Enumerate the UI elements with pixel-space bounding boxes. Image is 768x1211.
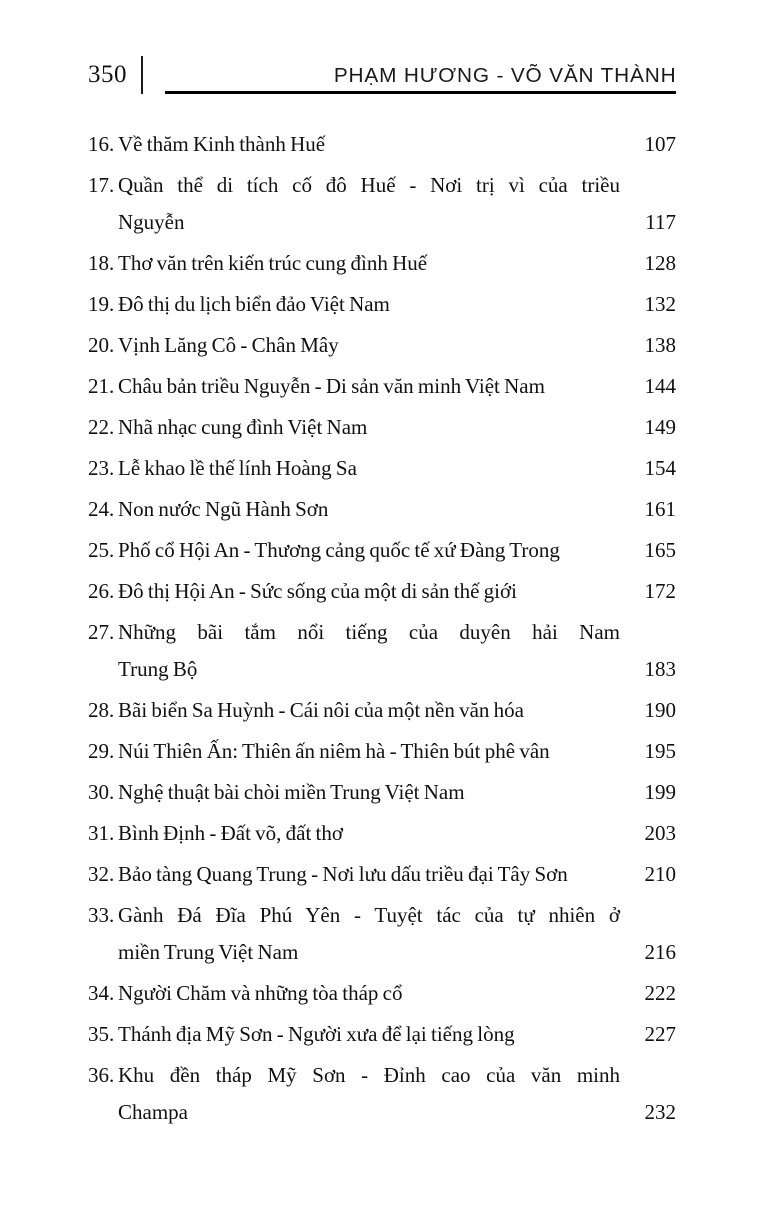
toc-entry-title <box>118 491 620 528</box>
toc-entry-number: 31. <box>88 821 115 845</box>
toc-entry-number: 26. <box>88 579 115 603</box>
toc-entry-number: 36. <box>88 1063 115 1087</box>
toc-entry-title <box>118 1057 620 1131</box>
toc-entry <box>88 614 676 688</box>
toc-entry <box>88 126 676 163</box>
toc-entry-title <box>118 450 620 487</box>
toc-entry-number: 35. <box>88 1022 115 1046</box>
toc-entry-title <box>118 573 620 610</box>
toc-entry <box>88 245 676 282</box>
toc-line: Nguyễn <box>118 210 185 234</box>
toc-line: Bãi biển Sa Huỳnh - Cái nôi của một nền văn hóa <box>118 698 524 722</box>
toc-line: Nhã nhạc cung đình Việt Nam <box>118 415 368 439</box>
toc-line: Phố cổ Hội An - Thương cảng quốc tế xứ Đàng Trong <box>118 538 560 562</box>
toc-entry-title <box>118 245 620 282</box>
toc-line: Champa <box>118 1100 188 1124</box>
toc-entry-number: 27. <box>88 620 115 644</box>
toc-entry-title <box>118 815 620 852</box>
page-number-folio: 350 <box>88 61 127 88</box>
toc-entry <box>88 692 676 729</box>
toc-line: Núi Thiên Ấn: Thiên ấn niêm hà - Thiên bút phê vân <box>118 739 550 763</box>
toc-entry <box>88 368 676 405</box>
toc-entry <box>88 1057 676 1131</box>
running-head-authors: PHẠM HƯƠNG - VÕ VĂN THÀNH <box>333 65 676 87</box>
toc-line: Người Chăm và những tòa tháp cổ <box>118 981 403 1005</box>
toc-entry-number: 28. <box>88 698 115 722</box>
toc-entry-title <box>118 126 620 163</box>
toc-entry-title <box>118 1016 620 1053</box>
toc-entry-title <box>118 614 620 688</box>
toc-entry-number: 19. <box>88 292 115 316</box>
toc-entry <box>88 897 676 971</box>
toc-entry-page: 216 <box>644 940 676 964</box>
toc-entry-page: 227 <box>644 1022 676 1046</box>
toc-entry-title <box>118 897 620 971</box>
toc-entry-number: 23. <box>88 456 115 480</box>
toc-entry-number: 25. <box>88 538 115 562</box>
toc-entry-number: 30. <box>88 780 115 804</box>
toc-line: Thơ văn trên kiến trúc cung đình Huế <box>118 251 428 275</box>
toc-entry-page: 199 <box>644 780 676 804</box>
toc-entry <box>88 450 676 487</box>
toc-entry-title <box>118 692 620 729</box>
toc-line: Khu đền tháp Mỹ Sơn - Đỉnh cao của văn minh <box>118 1063 620 1087</box>
toc-entry <box>88 491 676 528</box>
toc-entry-title <box>118 856 620 893</box>
toc-line: Trung Bộ <box>118 657 198 681</box>
toc-entry-number: 21. <box>88 374 115 398</box>
toc-entry-number: 16. <box>88 132 115 156</box>
toc-entry-page: 161 <box>644 497 676 521</box>
toc-entry <box>88 856 676 893</box>
toc-entry-number: 18. <box>88 251 115 275</box>
toc-entry-page: 165 <box>644 538 676 562</box>
toc-entry-page: 149 <box>644 415 676 439</box>
toc-line: Lễ khao lề thế lính Hoàng Sa <box>118 456 357 480</box>
toc-entry-title <box>118 409 620 446</box>
toc-line: Bình Định - Đất võ, đất thơ <box>118 821 343 845</box>
toc-entry <box>88 573 676 610</box>
toc-line: miền Trung Việt Nam <box>118 940 299 964</box>
toc-entry-page: 172 <box>644 579 676 603</box>
toc-line: Đô thị du lịch biển đảo Việt Nam <box>118 292 390 316</box>
toc-entry-page: 183 <box>644 657 676 681</box>
toc-entry-page: 222 <box>644 981 676 1005</box>
toc-entry-page: 195 <box>644 739 676 763</box>
toc-entry-title <box>118 167 620 241</box>
toc-line: Vịnh Lăng Cô - Chân Mây <box>118 333 339 357</box>
toc-entry <box>88 167 676 241</box>
toc-entry-page: 128 <box>644 251 676 275</box>
toc-entry-number: 33. <box>88 903 115 927</box>
toc-entry-number: 22. <box>88 415 115 439</box>
toc-entry-number: 34. <box>88 981 115 1005</box>
toc-entry-number: 17. <box>88 173 115 197</box>
toc-entry <box>88 774 676 811</box>
toc-entry-page: 107 <box>644 132 676 156</box>
toc-entry-title <box>118 774 620 811</box>
header-rule <box>165 65 676 94</box>
toc-entry-page: 117 <box>645 210 676 234</box>
toc-line: Đô thị Hội An - Sức sống của một di sản thế giới <box>118 579 517 603</box>
toc-line: Quần thể di tích cố đô Huế - Nơi trị vì của triều <box>118 173 620 197</box>
toc-entry <box>88 975 676 1012</box>
toc-entry <box>88 1016 676 1053</box>
toc-entry <box>88 532 676 569</box>
toc-entry-page: 154 <box>644 456 676 480</box>
toc-entry-page: 210 <box>644 862 676 886</box>
toc-entry-page: 190 <box>644 698 676 722</box>
toc-entry <box>88 409 676 446</box>
toc-entry-title <box>118 733 620 770</box>
toc-line: Thánh địa Mỹ Sơn - Người xưa để lại tiếng lòng <box>118 1022 515 1046</box>
folio-divider-bar <box>141 56 143 94</box>
toc-entry-title <box>118 286 620 323</box>
toc-entry <box>88 327 676 364</box>
toc-entry-page: 138 <box>644 333 676 357</box>
toc-line: Về thăm Kinh thành Huế <box>118 132 326 156</box>
toc-entry <box>88 815 676 852</box>
toc-entry-page: 232 <box>644 1100 676 1124</box>
toc-entry <box>88 733 676 770</box>
toc-entry-title <box>118 532 620 569</box>
toc-entry-title <box>118 368 620 405</box>
page-header <box>88 56 676 94</box>
toc-line: Gành Đá Đĩa Phú Yên - Tuyệt tác của tự nhiên ở <box>118 903 620 927</box>
toc-entry-number: 20. <box>88 333 115 357</box>
toc-line: Những bãi tắm nổi tiếng của duyên hải Nam <box>118 620 620 644</box>
toc-entry-number: 29. <box>88 739 115 763</box>
toc-entry-page: 132 <box>644 292 676 316</box>
toc-entry <box>88 286 676 323</box>
toc-list <box>88 126 676 1131</box>
toc-entry-number: 32. <box>88 862 115 886</box>
toc-entry-page: 144 <box>644 374 676 398</box>
toc-entry-title <box>118 327 620 364</box>
toc-line: Bảo tàng Quang Trung - Nơi lưu dấu triều đại Tây Sơn <box>118 862 568 886</box>
toc-line: Châu bản triều Nguyễn - Di sản văn minh Việt Nam <box>118 374 545 398</box>
toc-entry-page: 203 <box>644 821 676 845</box>
toc-entry-number: 24. <box>88 497 115 521</box>
toc-line: Nghệ thuật bài chòi miền Trung Việt Nam <box>118 780 465 804</box>
toc-line: Non nước Ngũ Hành Sơn <box>118 497 329 521</box>
toc-entry-title <box>118 975 620 1012</box>
